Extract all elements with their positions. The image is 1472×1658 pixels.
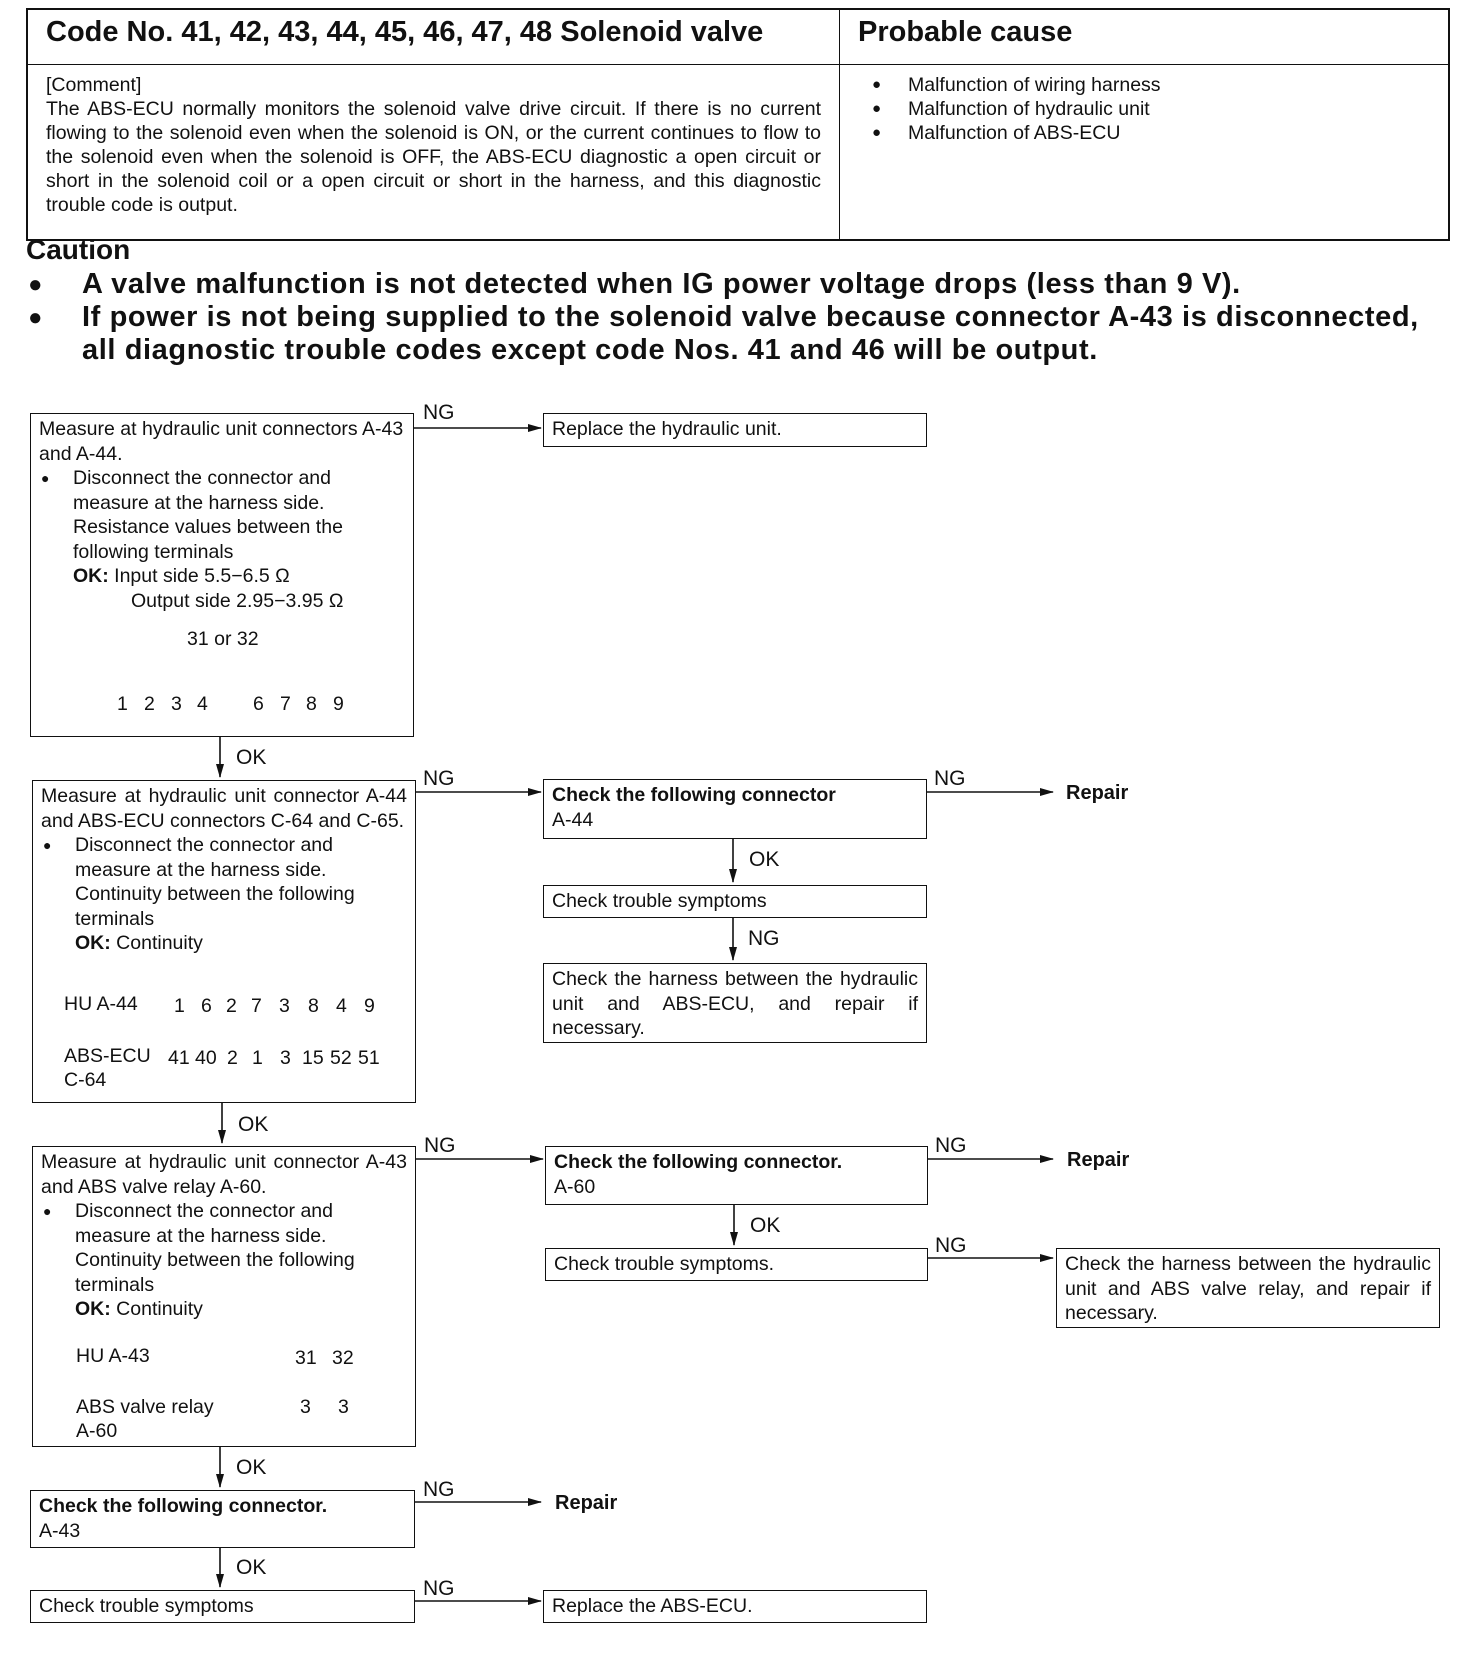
- check-a60-title: Check the following connector.: [554, 1151, 843, 1173]
- ng-label: NG: [748, 927, 780, 950]
- hu-terminal: 32: [332, 1347, 354, 1369]
- terminal-6: 6: [253, 693, 264, 715]
- step2-row2-label2: C-64: [64, 1069, 107, 1091]
- hu-terminal: 6: [201, 995, 212, 1017]
- hu-terminal: 8: [308, 995, 319, 1017]
- ok-label: OK: [750, 1214, 781, 1237]
- terminal-2: 2: [144, 693, 155, 715]
- ng-label: NG: [934, 767, 966, 790]
- bullet-icon: ●: [43, 837, 52, 853]
- bullet-icon: ●: [43, 1203, 52, 1219]
- terminal-8: 8: [306, 693, 317, 715]
- step1-ok-line2: Output side 2.95−3.95 Ω: [131, 589, 344, 612]
- step1-bullet: [39, 466, 405, 515]
- ng-label: NG: [423, 401, 455, 424]
- ecu-terminal: 2: [227, 1047, 238, 1069]
- hu-terminal: 4: [336, 995, 347, 1017]
- check-connector-a44-box: [543, 779, 927, 839]
- ng-label: NG: [935, 1134, 967, 1157]
- repair-label: Repair: [555, 1492, 618, 1514]
- terminal-1: 1: [117, 693, 128, 715]
- relay-terminal: 3: [338, 1396, 349, 1418]
- probable-cause-title: Probable cause: [840, 9, 1450, 65]
- replace-hydraulic-unit-box: Replace the hydraulic unit.: [543, 413, 927, 447]
- step2-bullet: [41, 833, 407, 882]
- check-a44-title: Check the following connector: [552, 784, 836, 806]
- step3-ok-row: [41, 1297, 407, 1322]
- step2-line2: Continuity between the following terminals: [75, 883, 355, 930]
- step2-row2-label: ABS-ECU: [64, 1045, 151, 1067]
- replace-ecu-box: Replace the ABS-ECU.: [543, 1590, 927, 1623]
- step3-bullet: [41, 1199, 407, 1248]
- relay-terminal: 3: [300, 1396, 311, 1418]
- code-title: Code No. 41, 42, 43, 44, 45, 46, 47, 48 Solenoid valve: [27, 9, 840, 65]
- ok-prefix: OK:: [73, 565, 109, 587]
- ecu-terminal: 15: [302, 1047, 324, 1069]
- caution-item: ● A valve malfunction is not detected when IG power voltage drops (less than 9 V).: [26, 268, 1452, 301]
- terminal-4: 4: [197, 693, 208, 715]
- check-symptoms-box: Check trouble symptoms: [543, 885, 927, 918]
- caution-item: ● If power is not being supplied to the solenoid valve because connector A-43 is disconnected, all diagnostic trouble codes except code Nos. 41 and 46 will be output.: [26, 301, 1452, 367]
- check-a60-conn: A-60: [554, 1175, 596, 1198]
- terminal-7: 7: [280, 693, 291, 715]
- step1-box: [30, 413, 414, 737]
- repair-label: Repair: [1066, 782, 1129, 804]
- ecu-terminal: 41: [168, 1047, 190, 1069]
- step2-ok-row: [41, 931, 407, 956]
- ng-label: NG: [423, 1577, 455, 1600]
- step3-row2-label2: A-60: [76, 1420, 118, 1442]
- ok-label: OK: [236, 1556, 267, 1579]
- step3-ok-value: Continuity: [116, 1298, 203, 1320]
- step1-ok-row: [39, 564, 405, 589]
- comment-text: The ABS-ECU normally monitors the solenoid valve drive circuit. If there is no current flowing to the solenoid even when the solenoid is ON, or the current continues to flow to the solenoid even when the solenoid is OFF, the ABS-ECU diagnostic a open circuit or short in the solenoid coil or a open circuit or short in the harness, and this diagnostic trouble code is output.: [46, 98, 821, 216]
- check-harness-relay-box: Check the harness between the hydraulic unit and ABS valve relay, and repair if necessary.: [1056, 1248, 1440, 1328]
- step3-line2: Continuity between the following terminals: [75, 1249, 355, 1296]
- ok-label: OK: [238, 1113, 269, 1136]
- ng-label: NG: [424, 1134, 456, 1157]
- terminal-center-label: 31 or 32: [187, 628, 259, 650]
- step1-bullet-text: Disconnect the connector and measure at the harness side.: [73, 467, 331, 514]
- caution-title: Caution: [26, 234, 131, 265]
- step1-line2: Resistance values between the following terminals: [73, 516, 343, 563]
- step1-title: Measure at hydraulic unit connectors A-43 and A-44.: [39, 418, 404, 465]
- step2-row1-label: HU A-44: [64, 993, 138, 1015]
- cause-item: ● Malfunction of hydraulic unit: [858, 97, 1430, 121]
- ecu-terminal: 40: [195, 1047, 217, 1069]
- ecu-terminal: 52: [330, 1047, 352, 1069]
- ok-prefix: OK:: [75, 1298, 111, 1320]
- cause-item: ● Malfunction of ABS-ECU: [858, 121, 1430, 145]
- step3-title: Measure at hydraulic unit connector A-43 and ABS valve relay A-60.: [41, 1151, 407, 1198]
- step2-title: Measure at hydraulic unit connector A-44 and ABS-ECU connectors C-64 and C-65.: [41, 785, 407, 832]
- step3-bullet-text: Disconnect the connector and measure at the harness side.: [75, 1200, 333, 1247]
- repair-label: Repair: [1067, 1149, 1130, 1171]
- ok-label: OK: [749, 848, 780, 871]
- ecu-terminal: 3: [280, 1047, 291, 1069]
- check-symptoms-final-box: Check trouble symptoms: [30, 1590, 415, 1623]
- hu-terminal: 31: [295, 1347, 317, 1369]
- step2-ok-value: Continuity: [116, 932, 203, 954]
- step3-row1-label: HU A-43: [76, 1345, 150, 1367]
- cause-item: ● Malfunction of wiring harness: [858, 73, 1430, 97]
- check-connector-a43-box: [30, 1490, 415, 1548]
- hu-terminal: 9: [364, 995, 375, 1017]
- bullet-icon: ●: [41, 470, 50, 486]
- step3-row2-label: ABS valve relay: [76, 1396, 214, 1418]
- hu-terminal: 7: [251, 995, 262, 1017]
- ok-label: OK: [236, 746, 267, 769]
- ecu-terminal: 1: [252, 1047, 263, 1069]
- ok-prefix: OK:: [75, 932, 111, 954]
- hu-terminal: 1: [174, 995, 185, 1017]
- terminal-9: 9: [333, 693, 344, 715]
- step1-ok-row2: [39, 589, 405, 614]
- hu-terminal: 2: [226, 995, 237, 1017]
- ng-label: NG: [423, 767, 455, 790]
- check-harness-ecu-box: Check the harness between the hydraulic unit and ABS-ECU, and repair if necessary.: [543, 963, 927, 1043]
- step1-ok-line1: Input side 5.5−6.5 Ω: [114, 565, 290, 587]
- terminal-3: 3: [171, 693, 182, 715]
- check-a43-conn: A-43: [39, 1519, 81, 1542]
- check-symptoms-box: Check trouble symptoms.: [545, 1248, 928, 1281]
- check-a43-title: Check the following connector.: [39, 1495, 328, 1517]
- hu-terminal: 3: [279, 995, 290, 1017]
- ecu-terminal: 51: [358, 1047, 380, 1069]
- check-a44-conn: A-44: [552, 808, 594, 831]
- ng-label: NG: [423, 1478, 455, 1501]
- check-connector-a60-box: [545, 1146, 928, 1205]
- step2-bullet-text: Disconnect the connector and measure at the harness side.: [75, 834, 333, 881]
- ok-label: OK: [236, 1456, 267, 1479]
- ng-label: NG: [935, 1234, 967, 1257]
- comment-label: [Comment]: [46, 74, 142, 96]
